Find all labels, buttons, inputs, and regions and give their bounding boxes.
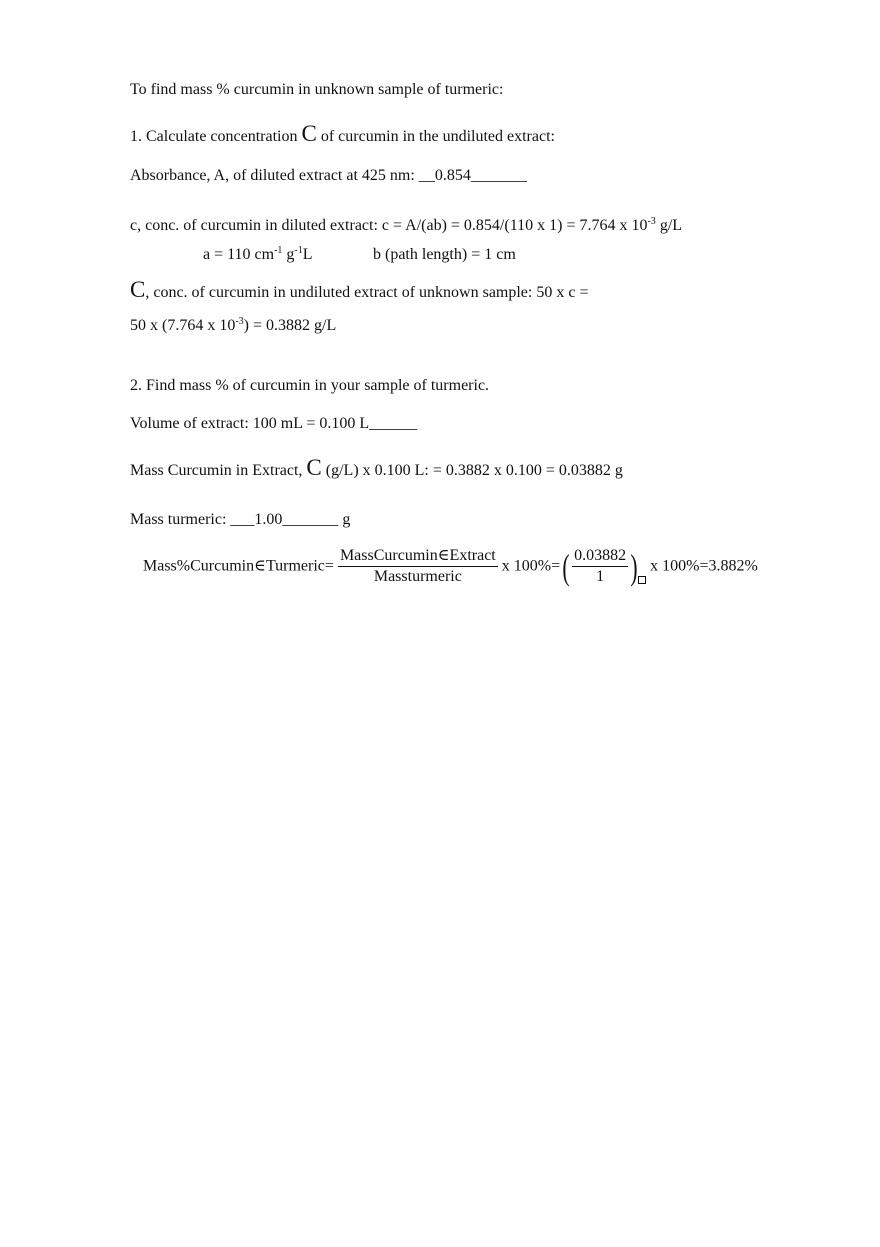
step1-prefix: 1. Calculate concentration xyxy=(130,128,302,145)
mass-turmeric-unit: g xyxy=(338,511,351,528)
left-paren: ( xyxy=(562,546,570,587)
mass-extract-post: (g/L) x 0.100 L: = 0.3882 x 0.100 = 0.03882 g xyxy=(321,462,623,479)
absorbance-label: Absorbance, A, of diluted extract at 425 nm: xyxy=(130,167,419,184)
equation-value-fraction xyxy=(572,546,628,587)
equation-frac-numerator: 0.03882 xyxy=(574,547,627,564)
absorbance-value: __0.854_______ xyxy=(418,167,527,184)
conc-diluted-text: c, conc. of curcumin in diluted extract: c = A/(ab) = 0.854/(110 x 1) = 7.764 x 10 xyxy=(130,217,648,234)
constant-a-exp1: -1 xyxy=(274,245,283,256)
equation-frac-denominator: 1 xyxy=(572,566,628,587)
volume-value: 100 mL = 0.100 L______ xyxy=(252,415,418,432)
mass-extract-symbol: C xyxy=(306,455,322,480)
conc-diluted-line xyxy=(130,216,682,236)
mass-percent-equation xyxy=(143,546,758,587)
mass-turmeric-line xyxy=(130,510,350,530)
constant-a xyxy=(203,245,313,265)
equation-result: x 100%=3.882% xyxy=(650,557,758,575)
mass-turmeric-blank: ____ xyxy=(306,511,339,528)
right-paren: ) xyxy=(630,546,638,587)
constant-b: b (path length) = 1 cm xyxy=(373,246,516,263)
conc-diluted-unit: g/L xyxy=(655,217,683,234)
conc-undiluted-symbol: C xyxy=(130,277,146,302)
equation-main-fraction xyxy=(338,546,498,587)
equation-denominator: Massturmeric xyxy=(338,566,498,587)
mass-extract-pre: Mass Curcumin in Extract, xyxy=(130,462,307,479)
intro-line: To find mass % curcumin in unknown sample of turmeric: xyxy=(130,81,504,98)
step1-heading xyxy=(130,121,555,147)
step2-heading: 2. Find mass % of curcumin in your sample of turmeric. xyxy=(130,377,490,394)
equation-times: x 100%= xyxy=(501,557,561,575)
conc-diluted-exponent: -3 xyxy=(647,216,656,227)
volume-line xyxy=(130,414,417,434)
mass-turmeric-value: ___1.00___ xyxy=(230,511,307,528)
volume-label: Volume of extract: xyxy=(130,415,253,432)
step1-suffix: of curcumin in the undiluted extract: xyxy=(316,128,555,145)
constant-a-exp2: -1 xyxy=(294,245,303,256)
constant-a-mid: g xyxy=(282,246,295,263)
conc-undiluted-line xyxy=(130,277,589,303)
equation-lhs: Mass%Curcumin∈Turmeric= xyxy=(143,557,334,575)
conc-result-exponent: -3 xyxy=(235,316,244,327)
absorbance-line xyxy=(130,166,527,186)
conc-result-post: ) = 0.3882 g/L xyxy=(243,317,337,334)
mass-extract-line xyxy=(130,455,623,481)
step1-symbol: C xyxy=(301,121,317,146)
conc-result-line xyxy=(130,316,336,336)
constant-a-pre: a = 110 cm xyxy=(203,246,275,263)
equation-numerator: MassCurcumin∈Extract xyxy=(339,547,496,564)
mass-turmeric-label: Mass turmeric: xyxy=(130,511,231,528)
constant-a-post: L xyxy=(302,246,313,263)
placeholder-box-icon xyxy=(638,576,646,584)
conc-undiluted-text: , conc. of curcumin in undiluted extract of unknown sample: 50 x c = xyxy=(145,284,589,301)
conc-result-pre: 50 x (7.764 x 10 xyxy=(130,317,236,334)
